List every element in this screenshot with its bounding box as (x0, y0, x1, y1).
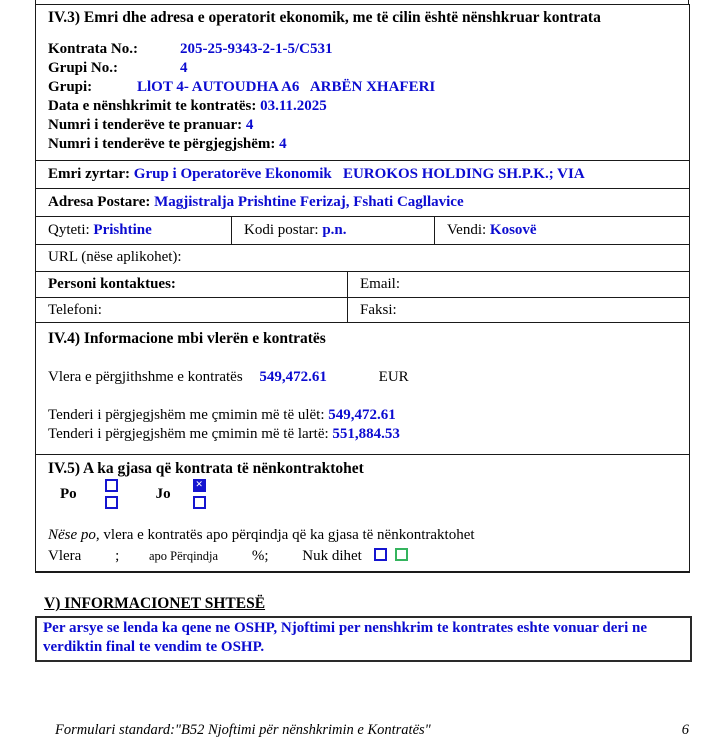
contract-form-table (35, 4, 690, 573)
cell-telefoni (36, 298, 347, 322)
section-iv3-fields (48, 40, 679, 154)
nese-po-italic: Nëse po, (48, 527, 100, 543)
section-iv5-title: IV.5) A ka gjasa që kontrata të nënkontraktohet (48, 460, 364, 477)
po-checkbox-stack (105, 479, 118, 509)
emri-zyrtar-label: Emri zyrtar: (48, 166, 134, 182)
qyteti-value: Prishtine (93, 222, 152, 238)
field-grupi-no (48, 59, 679, 78)
row-adresa-postare (36, 188, 689, 216)
row-emri-zyrtar (36, 160, 689, 188)
data-nenshkrimit-label: Data e nënshkrimit te kontratës: (48, 98, 261, 114)
row-qyteti-kodi-vendi (36, 216, 689, 244)
field-grupi (48, 78, 679, 97)
vendi-label: Vendi: (447, 222, 490, 238)
cell-vendi (434, 217, 689, 244)
additional-info-notice: Per arsye se lenda ka qene ne OSHP, Njoftimi per nenshkrim te kontrates eshte vonuar deri ne verdiktin final te vendim te OSHP. (35, 616, 692, 662)
footer-form-name: Formulari standard:"B52 Njoftimi për nënshkrimin e Kontratës" (55, 722, 431, 738)
tendere-pergjegjshem-label: Numri i tenderëve te përgjegjshëm: (48, 136, 280, 152)
emri-zyrtar-value: Grup i Operatorëve Ekonomik EUROKOS HOLDING SH.P.K.; VIA (133, 166, 585, 182)
row-personi-email (36, 271, 689, 297)
data-nenshkrimit-value: 03.11.2025 (260, 98, 327, 114)
section-iv4-title: IV.4) Informacione mbi vlerën e kontratës (48, 330, 326, 347)
field-tenderi-larte (48, 425, 679, 444)
field-vlera-pergjithshme (48, 368, 679, 387)
po-checkbox-top (105, 479, 118, 492)
row-telefoni-faksi (36, 297, 689, 322)
section-iv3 (36, 5, 689, 160)
tendere-pergjegjshem-value: 4 (279, 136, 287, 152)
jo-checkbox-stack (193, 479, 206, 509)
footer-page-number: 6 (681, 722, 689, 738)
vlera-perqindja-line (48, 547, 679, 566)
apo-perqindja-label: apo Përqindja (148, 549, 219, 563)
tenderi-ulet-value: 549,472.61 (328, 407, 396, 423)
faksi-label: Faksi: (360, 302, 397, 318)
grupi-no-value: 4 (180, 60, 188, 76)
grupi-label: Grupi: (48, 79, 93, 95)
po-label: Po (60, 485, 77, 502)
page-footer (55, 722, 689, 739)
kodi-postar-value: p.n. (322, 222, 347, 238)
section-iv3-title: IV.3) Emri dhe adresa e operatorit ekonomik, me të cilin është nënshkruar kontrata (48, 9, 601, 26)
nuk-dihet-checkbox-green (395, 548, 408, 561)
tendere-pranuar-value: 4 (245, 117, 254, 133)
currency-label: EUR (378, 369, 409, 385)
field-kontrata-no (48, 40, 679, 59)
cell-email (347, 272, 689, 297)
nuk-dihet-label: Nuk dihet (302, 548, 362, 564)
kontrata-no-value: 205-25-9343-2-1-5/C531 (180, 41, 333, 57)
cell-personi-kontaktues (36, 272, 347, 297)
vlera-label: Vlera (48, 548, 82, 564)
nese-po-line (48, 526, 679, 545)
tenderi-ulet-label: Tenderi i përgjegjshëm me çmimin më të ulët: (48, 407, 329, 423)
jo-checkbox-bottom (193, 496, 206, 509)
grupi-value: LlOT 4- AUTOUDHA A6 ARBËN XHAFERI (137, 79, 436, 95)
section-v-title: V) INFORMACIONET SHTESË (44, 595, 266, 612)
section-iv4 (36, 322, 689, 454)
po-checkbox-bottom (105, 496, 118, 509)
nese-po-rest: vlera e kontratës apo përqindja që ka gjasa të nënkontraktohet (99, 527, 475, 543)
jo-label: Jo (155, 485, 171, 502)
kodi-postar-label: Kodi postar: (244, 222, 323, 238)
cell-faksi (347, 298, 689, 322)
cell-kodi-postar (231, 217, 434, 244)
section-iv5 (36, 454, 689, 571)
vlera-pergjithshme-label: Vlera e përgjithshme e kontratës (48, 369, 243, 385)
field-tendere-pergjegjshem (48, 135, 679, 154)
field-tenderi-ulet (48, 406, 679, 425)
tenderi-larte-value: 551,884.53 (332, 426, 400, 442)
telefoni-label: Telefoni: (48, 302, 102, 318)
vlera-pergjithshme-value: 549,472.61 (259, 369, 327, 385)
row-url (36, 244, 689, 271)
kontrata-no-label: Kontrata No.: (48, 41, 138, 57)
field-data-nenshkrimit (48, 97, 679, 116)
vendi-value: Kosovë (489, 222, 537, 238)
tendere-pranuar-label: Numri i tenderëve te pranuar: (48, 117, 246, 133)
adresa-postare-label: Adresa Postare: (48, 194, 155, 210)
semicolon-text: ; (115, 548, 120, 564)
percent-label: %; (251, 548, 269, 564)
grupi-no-label: Grupi No.: (48, 60, 119, 76)
cell-qyteti (36, 217, 231, 244)
jo-checkbox-top-checked (193, 479, 206, 492)
personi-kontaktues-label: Personi kontaktues: (48, 276, 176, 292)
nuk-dihet-checkbox-blue (374, 548, 387, 561)
tenderi-larte-label: Tenderi i përgjegjshëm me çmimin më të lartë: (48, 426, 333, 442)
field-tendere-pranuar (48, 116, 679, 135)
email-label: Email: (360, 276, 400, 292)
adresa-postare-value: Magjistralja Prishtine Ferizaj, Fshati Cagllavice (154, 194, 464, 210)
qyteti-label: Qyteti: (48, 222, 94, 238)
url-label: URL (nëse aplikohet): (48, 249, 182, 265)
subcontract-options (60, 479, 679, 509)
